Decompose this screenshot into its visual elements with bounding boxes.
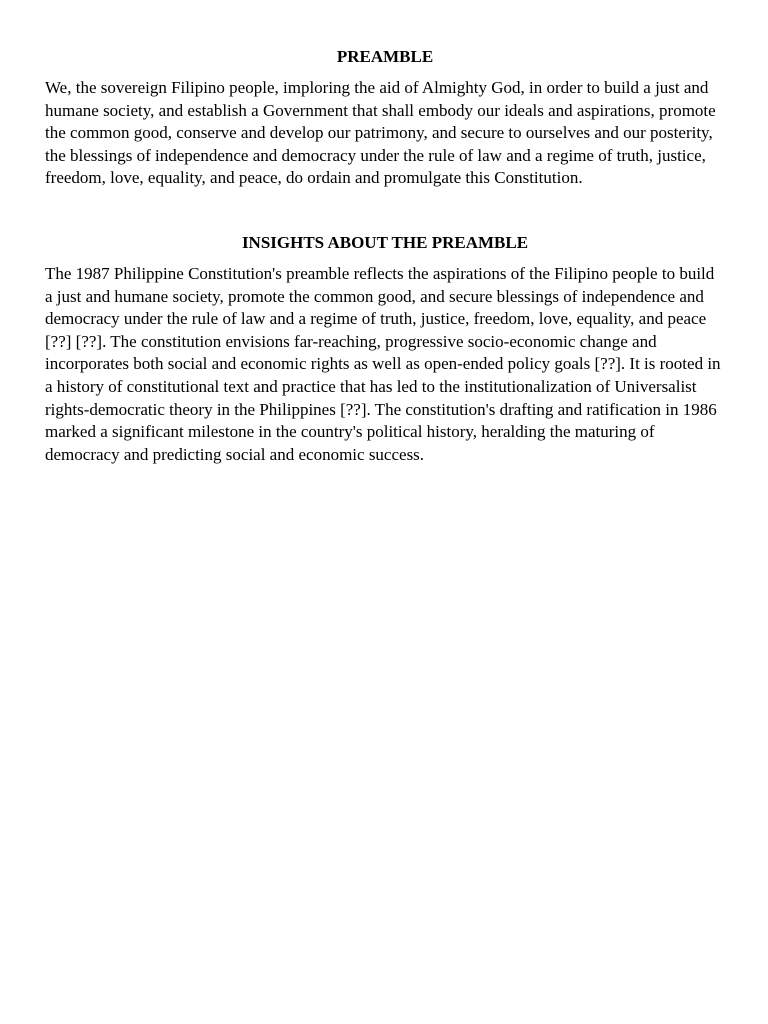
section-paragraph: We, the sovereign Filipino people, imploring the aid of Almighty God, in order to build a just and humane society, and establish a Government that shall embody our ideals and aspirations, promote the common good, conserve and develop our patrimony, and secure to ourselves and our posterity, the blessings of independence and democracy under the rule of law and a regime of truth, justice, freedom, love, equality, and peace, do ordain and promulgate this Constitution. xyxy=(45,78,716,188)
preamble-section xyxy=(45,44,725,190)
insights-section xyxy=(45,230,725,466)
section-paragraph: The 1987 Philippine Constitution's preamble reflects the aspirations of the Filipino people to build a just and humane society, promote the common good, and secure blessings of independence and democracy under the rule of law and a regime of truth, justice, freedom, love, equality, and peace [??] [??]. The constitution envisions far-reaching, progressive socio-economic change and incorporates both social and economic rights as well as open-ended policy goals [??]. It is rooted in a history of constitutional text and practice that has led to the institutionalization of Universalist rights-democratic theory in the Philippines [??]. The constitution's drafting and ratification in 1986 marked a significant milestone in the country's political history, heralding the maturing of democracy and predicting social and economic success. xyxy=(45,263,721,464)
section-heading: INSIGHTS ABOUT THE PREAMBLE xyxy=(241,232,529,252)
document-page xyxy=(45,44,725,466)
section-heading: PREAMBLE xyxy=(336,47,434,66)
